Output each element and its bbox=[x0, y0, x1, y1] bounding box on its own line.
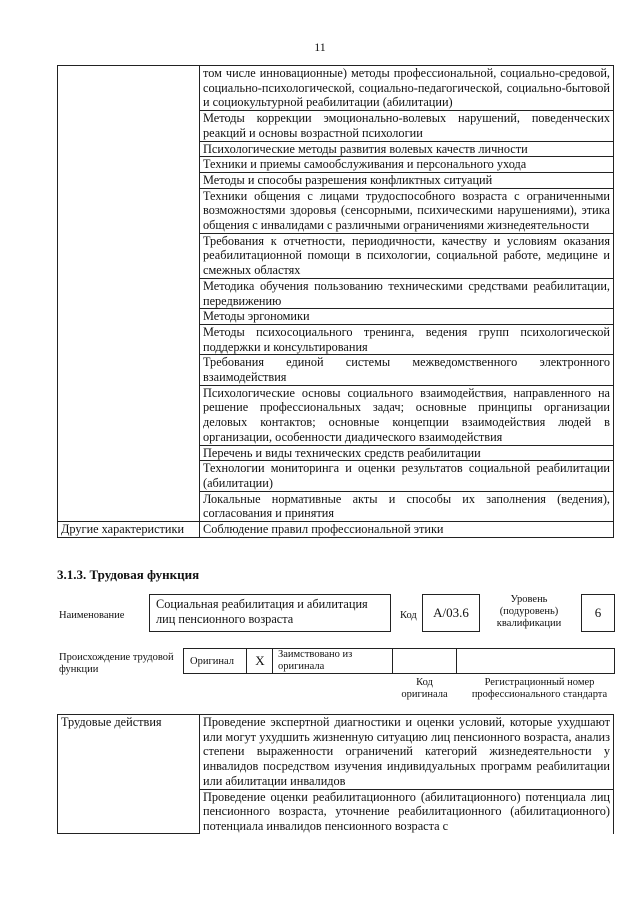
table-row bbox=[58, 522, 614, 538]
knowledge-item: Методы и способы разрешения конфликтных ситуаций bbox=[200, 172, 614, 188]
divider bbox=[246, 648, 247, 673]
name-label: Наименование bbox=[59, 610, 125, 621]
knowledge-item: Локальные нормативные акты и способы их заполнения (ведения), согласования и принятия bbox=[200, 491, 614, 521]
other-characteristics-label: Другие характеристики bbox=[58, 522, 200, 538]
knowledge-item: Методы психосоциального тренинга, ведения групп психологической поддержки и консультирования bbox=[200, 324, 614, 354]
origin-label: Происхождение трудовой функции bbox=[59, 652, 174, 675]
divider bbox=[272, 648, 273, 673]
knowledge-item: Психологические основы социального взаимодействия, направленного на решение профессиональных задач; основные принципы организации деловых контактов; основные концепции взаимодействия людей в организации, особенности диадического взаимодействия bbox=[200, 385, 614, 445]
knowledge-item: Психологические методы развития волевых качеств личности bbox=[200, 141, 614, 157]
reg-number-caption: Регистрационный номер профессионального стандарта bbox=[471, 677, 608, 700]
knowledge-item: Методы эргономики bbox=[200, 309, 614, 325]
knowledge-item: Методы коррекции эмоционально-волевых нарушений, поведенческих реакций и основы возрастной психологии bbox=[200, 111, 614, 141]
code-box bbox=[422, 594, 480, 632]
knowledge-item: Методика обучения пользованию техническими средствами реабилитации, передвижению bbox=[200, 278, 614, 308]
knowledge-table bbox=[57, 65, 614, 538]
actions-table bbox=[57, 714, 614, 834]
knowledge-item: Техники общения с лицами трудоспособного возраста с ограниченными возможностями здоровья (сенсорными, психическими нарушениями), этика общения с инвалидами с различными ограничениями жизнедеятельности bbox=[200, 188, 614, 233]
table-row bbox=[58, 66, 614, 111]
action-item: Проведение оценки реабилитационного (абилитационного) потенциала лиц пенсионного возраста, уточнение реабилитационного (абилитационного) потенциала инвалидов пенсионного возраста с bbox=[200, 789, 614, 834]
table-row bbox=[58, 715, 614, 790]
divider bbox=[392, 648, 393, 673]
name-value: Социальная реабилитация и абилитация лиц пенсионного возраста bbox=[156, 597, 368, 626]
level-box bbox=[581, 594, 615, 632]
divider bbox=[456, 648, 457, 673]
knowledge-item: Перечень и виды технических средств реабилитации bbox=[200, 445, 614, 461]
page-number: 11 bbox=[314, 40, 326, 54]
code-value: A/03.6 bbox=[433, 605, 469, 620]
other-characteristics-value: Соблюдение правил профессиональной этики bbox=[200, 522, 614, 538]
section-title: 3.1.3. Трудовая функция bbox=[57, 567, 200, 582]
original-label: Оригинал bbox=[190, 656, 234, 667]
actions-label: Трудовые действия bbox=[58, 715, 200, 834]
borrowed-label: Заимствовано из оригинала bbox=[278, 649, 353, 672]
knowledge-item: Требования единой системы межведомственного электронного взаимодействия bbox=[200, 355, 614, 385]
name-box bbox=[149, 594, 391, 632]
code-label: Код bbox=[400, 610, 417, 621]
knowledge-item: том числе инновационные) методы профессиональной, социально-средовой, социально-психологической, социально-педагогической, социально-бытовой и социокультурной реабилитации (абилитации) bbox=[200, 66, 614, 111]
knowledge-item: Требования к отчетности, периодичности, качеству и условиям оказания реабилитационной помощи в психологии, социальной работе, медицине и смежных областях bbox=[200, 233, 614, 278]
action-item: Проведение экспертной диагностики и оценки условий, которые ухудшают или могут ухудшить жизненную ситуацию лиц пенсионного возраста, анализ степени выраженности ограничений категорий жизнедеятельности у инвалидов посредством изучения индивидуальных программ реабилитации или абилитации инвалидов bbox=[200, 715, 614, 790]
original-mark: X bbox=[255, 653, 265, 668]
level-label: Уровень (подуровень) квалификации bbox=[496, 594, 562, 629]
knowledge-item: Технологии мониторинга и оценки результатов социальной реабилитации (абилитации) bbox=[200, 461, 614, 491]
code-original-caption: Код оригинала bbox=[401, 677, 448, 700]
knowledge-item: Техники и приемы самообслуживания и персонального ухода bbox=[200, 157, 614, 173]
level-value: 6 bbox=[594, 605, 602, 620]
empty-label-cell bbox=[58, 66, 200, 522]
